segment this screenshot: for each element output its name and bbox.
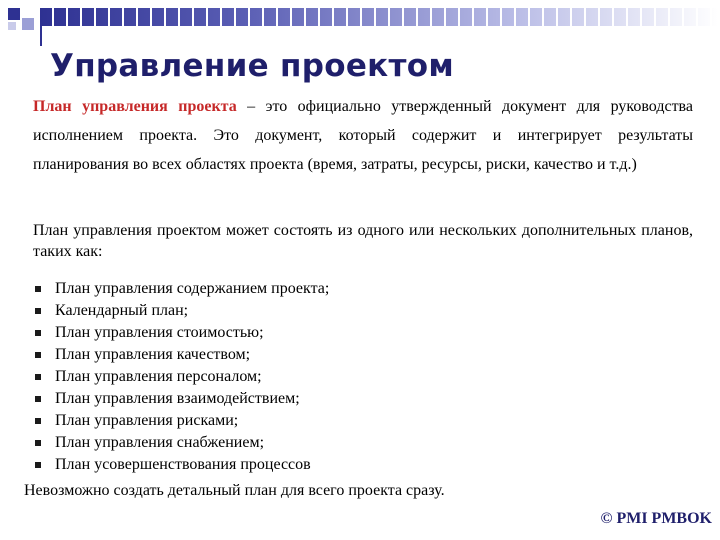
list-item <box>33 322 693 344</box>
bullet-icon <box>35 462 41 468</box>
closing-note: Невозможно создать детальный план для всего проекта сразу. <box>24 482 445 499</box>
list-item-text: План управления снабжением; <box>55 434 265 451</box>
list-item <box>33 432 693 454</box>
bullet-icon <box>35 396 41 402</box>
list-item-text: План управления качеством; <box>55 346 251 363</box>
bullet-icon <box>35 440 41 446</box>
bullet-icon <box>35 286 41 292</box>
list-item <box>33 388 693 410</box>
slide-title: Управление проектом <box>50 48 455 84</box>
copyright-source: © PMI PMBOK <box>600 510 712 527</box>
list-item-text: План управления содержанием проекта; <box>55 280 330 297</box>
bullet-icon <box>35 374 41 380</box>
list-item <box>33 454 693 476</box>
list-item <box>33 366 693 388</box>
list-item-text: План управления персоналом; <box>55 368 262 385</box>
list-item-text: План управления взаимодействием; <box>55 390 300 407</box>
header-square-pale <box>8 22 16 30</box>
list-item <box>33 344 693 366</box>
plans-list <box>33 278 693 476</box>
list-item <box>33 278 693 300</box>
bullet-icon <box>35 352 41 358</box>
list-item <box>33 300 693 322</box>
header-vertical-line <box>40 26 42 46</box>
bullet-icon <box>35 308 41 314</box>
intro-paragraph: План управления проектом может состоять из одного или нескольких дополнительных планов, таких как: <box>33 222 693 260</box>
list-item-text: План управления стоимостью; <box>55 324 264 341</box>
definition-text: – это официально утвержденный документ для руководства исполнением проекта. Это документ, который содержит и интегрирует результаты планирования во всех областях проекта (время, затраты, ресурсы, риски, качество и т.д.) <box>33 98 694 173</box>
header-gradient-bar <box>40 8 718 26</box>
definition-paragraph <box>33 92 693 179</box>
list-item-text: План управления рисками; <box>55 412 239 429</box>
bullet-icon <box>35 330 41 336</box>
list-item-text: План усовершенствования процессов <box>55 456 311 473</box>
bullet-icon <box>35 418 41 424</box>
header-square-dark <box>8 8 20 20</box>
list-item-text: Календарный план; <box>55 302 189 319</box>
list-item <box>33 410 693 432</box>
header-square-light <box>22 18 34 30</box>
definition-term: План управления проекта <box>33 98 237 115</box>
